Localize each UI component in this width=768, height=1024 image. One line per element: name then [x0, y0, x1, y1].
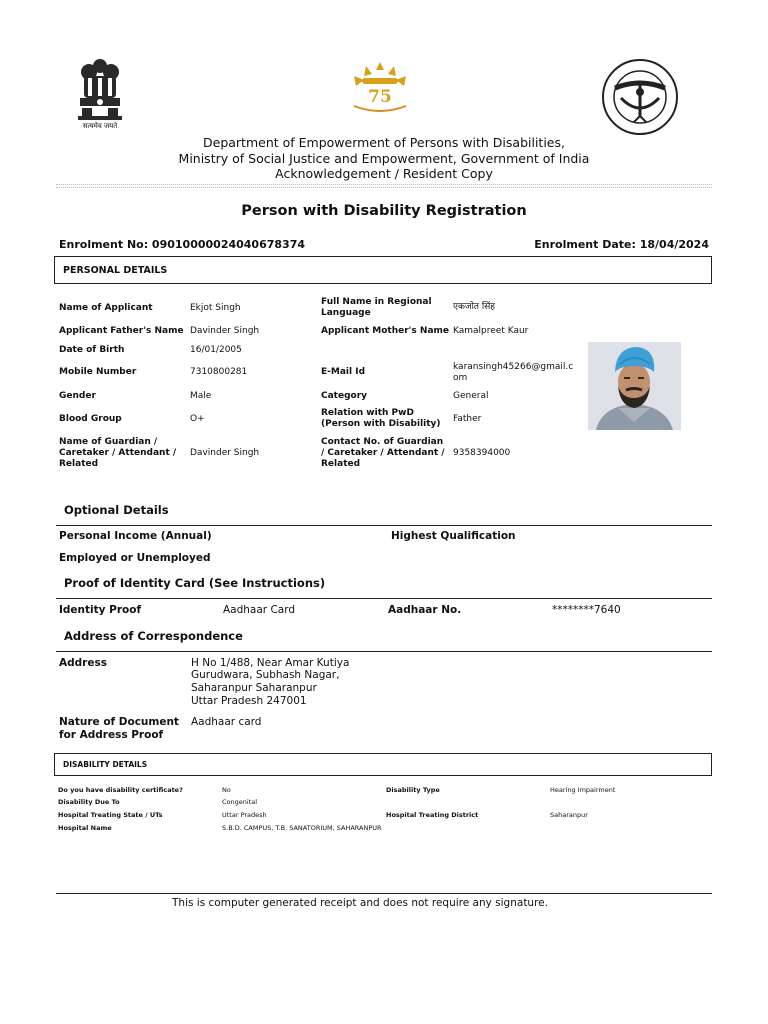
personal-details-header — [54, 256, 712, 284]
address-divider — [56, 651, 712, 652]
enrolment-date: Enrolment Date: 18/04/2024 — [534, 238, 709, 251]
guardian-value: Davinder Singh — [190, 448, 260, 458]
certificate-value: No — [222, 786, 231, 794]
hospital-state-value: Uttar Pradesh — [222, 811, 267, 819]
email-label: E-Mail Id — [321, 367, 366, 377]
father-name-label: Applicant Father's Name — [59, 326, 184, 336]
identity-divider — [56, 598, 712, 599]
guardian-contact-label: Contact No. of Guardian / Caretaker / Attendant / Related — [321, 437, 445, 469]
blood-group-value: O+ — [190, 414, 205, 424]
mother-name-label: Applicant Mother's Name — [321, 326, 449, 336]
disability-due-label: Disability Due To — [58, 798, 120, 806]
disability-due-value: Congenital — [222, 798, 258, 806]
relation-label: Relation with PwD (Person with Disability) — [321, 408, 441, 429]
aadhaar-number-label: Aadhaar No. — [388, 604, 462, 616]
relation-value: Father — [453, 414, 482, 424]
header-divider-2 — [56, 187, 712, 188]
category-value: General — [453, 391, 489, 401]
footer-note: This is computer generated receipt and does not require any signature. — [172, 897, 548, 909]
employment-label: Employed or Unemployed — [59, 552, 211, 564]
disability-type-value: Hearing Impairment — [550, 786, 616, 794]
personal-details-heading: PERSONAL DETAILS — [63, 265, 168, 276]
guardian-label: Name of Guardian / Caretaker / Attendant / Related — [59, 437, 177, 469]
copy-type-line: Acknowledgement / Resident Copy — [275, 166, 493, 181]
disability-details-header — [54, 753, 712, 776]
identity-proof-heading: Proof of Identity Card (See Instructions) — [64, 576, 326, 590]
qualification-label: Highest Qualification — [391, 530, 516, 542]
emblem-caption: सत्यमेव जयते — [82, 122, 118, 130]
gender-value: Male — [190, 391, 212, 401]
address-line-1: H No 1/488, Near Amar Kutiya — [191, 657, 350, 669]
dob-label: Date of Birth — [59, 345, 125, 355]
disability-type-label: Disability Type — [386, 786, 440, 794]
applicant-photo — [588, 342, 681, 430]
mobile-value: 7310800281 — [190, 367, 248, 377]
gender-label: Gender — [59, 391, 96, 401]
dob-value: 16/01/2005 — [190, 345, 242, 355]
footer-divider — [56, 893, 712, 894]
address-label: Address — [59, 657, 107, 669]
hospital-name-label: Hospital Name — [58, 824, 112, 832]
email-value: karansingh45266@gmail.com — [453, 362, 574, 383]
svg-text:75: 75 — [368, 87, 392, 107]
hospital-state-label: Hospital Treating State / UTs — [58, 811, 163, 819]
address-proof-label: Nature of Document for Address Proof — [59, 716, 179, 741]
identity-proof-value: Aadhaar Card — [223, 604, 296, 616]
regional-name-value: एकजोत सिंह — [453, 302, 496, 312]
ministry-line: Ministry of Social Justice and Empowerment, Government of India — [178, 151, 590, 166]
father-name-value: Davinder Singh — [190, 326, 260, 336]
hospital-district-value: Saharanpur — [550, 811, 588, 819]
national-emblem-logo — [74, 56, 126, 136]
enrolment-number: Enrolment No: 09010000024040678374 — [59, 238, 306, 251]
address-line-4: Uttar Pradesh 247001 — [191, 695, 307, 707]
income-label: Personal Income (Annual) — [59, 530, 212, 542]
azadi-ka-amrit-mahotsav-logo — [344, 58, 416, 118]
department-line: Department of Empowerment of Persons with Disabilities, — [203, 135, 565, 150]
name-label: Name of Applicant — [59, 303, 153, 313]
mobile-label: Mobile Number — [59, 367, 137, 377]
address-proof-value: Aadhaar card — [191, 716, 262, 728]
blood-group-label: Blood Group — [59, 414, 122, 424]
aadhaar-number-value: ********7640 — [552, 604, 621, 616]
guardian-contact-value: 9358394000 — [453, 448, 511, 458]
hospital-district-label: Hospital Treating District — [386, 811, 479, 819]
uttar-pradesh-government-seal — [601, 58, 679, 136]
regional-name-label: Full Name in Regional Language — [321, 297, 432, 318]
identity-proof-label: Identity Proof — [59, 604, 142, 616]
address-line-3: Saharanpur Saharanpur — [191, 682, 317, 694]
address-line-2: Gurudwara, Subhash Nagar, — [191, 669, 340, 681]
category-label: Category — [321, 391, 368, 401]
optional-details-divider — [56, 525, 712, 526]
address-heading: Address of Correspondence — [64, 629, 243, 643]
name-value: Ekjot Singh — [190, 303, 241, 313]
page-title: Person with Disability Registration — [241, 203, 527, 219]
optional-details-heading: Optional Details — [64, 503, 169, 517]
certificate-label: Do you have disability certificate? — [58, 786, 183, 794]
header-divider — [56, 184, 712, 185]
mother-name-value: Kamalpreet Kaur — [453, 326, 529, 336]
disability-details-heading: DISABILITY DETAILS — [63, 760, 148, 769]
hospital-name-value: S.B.D. CAMPUS, T.B. SANATORIUM, SAHARANPUR — [222, 824, 382, 832]
